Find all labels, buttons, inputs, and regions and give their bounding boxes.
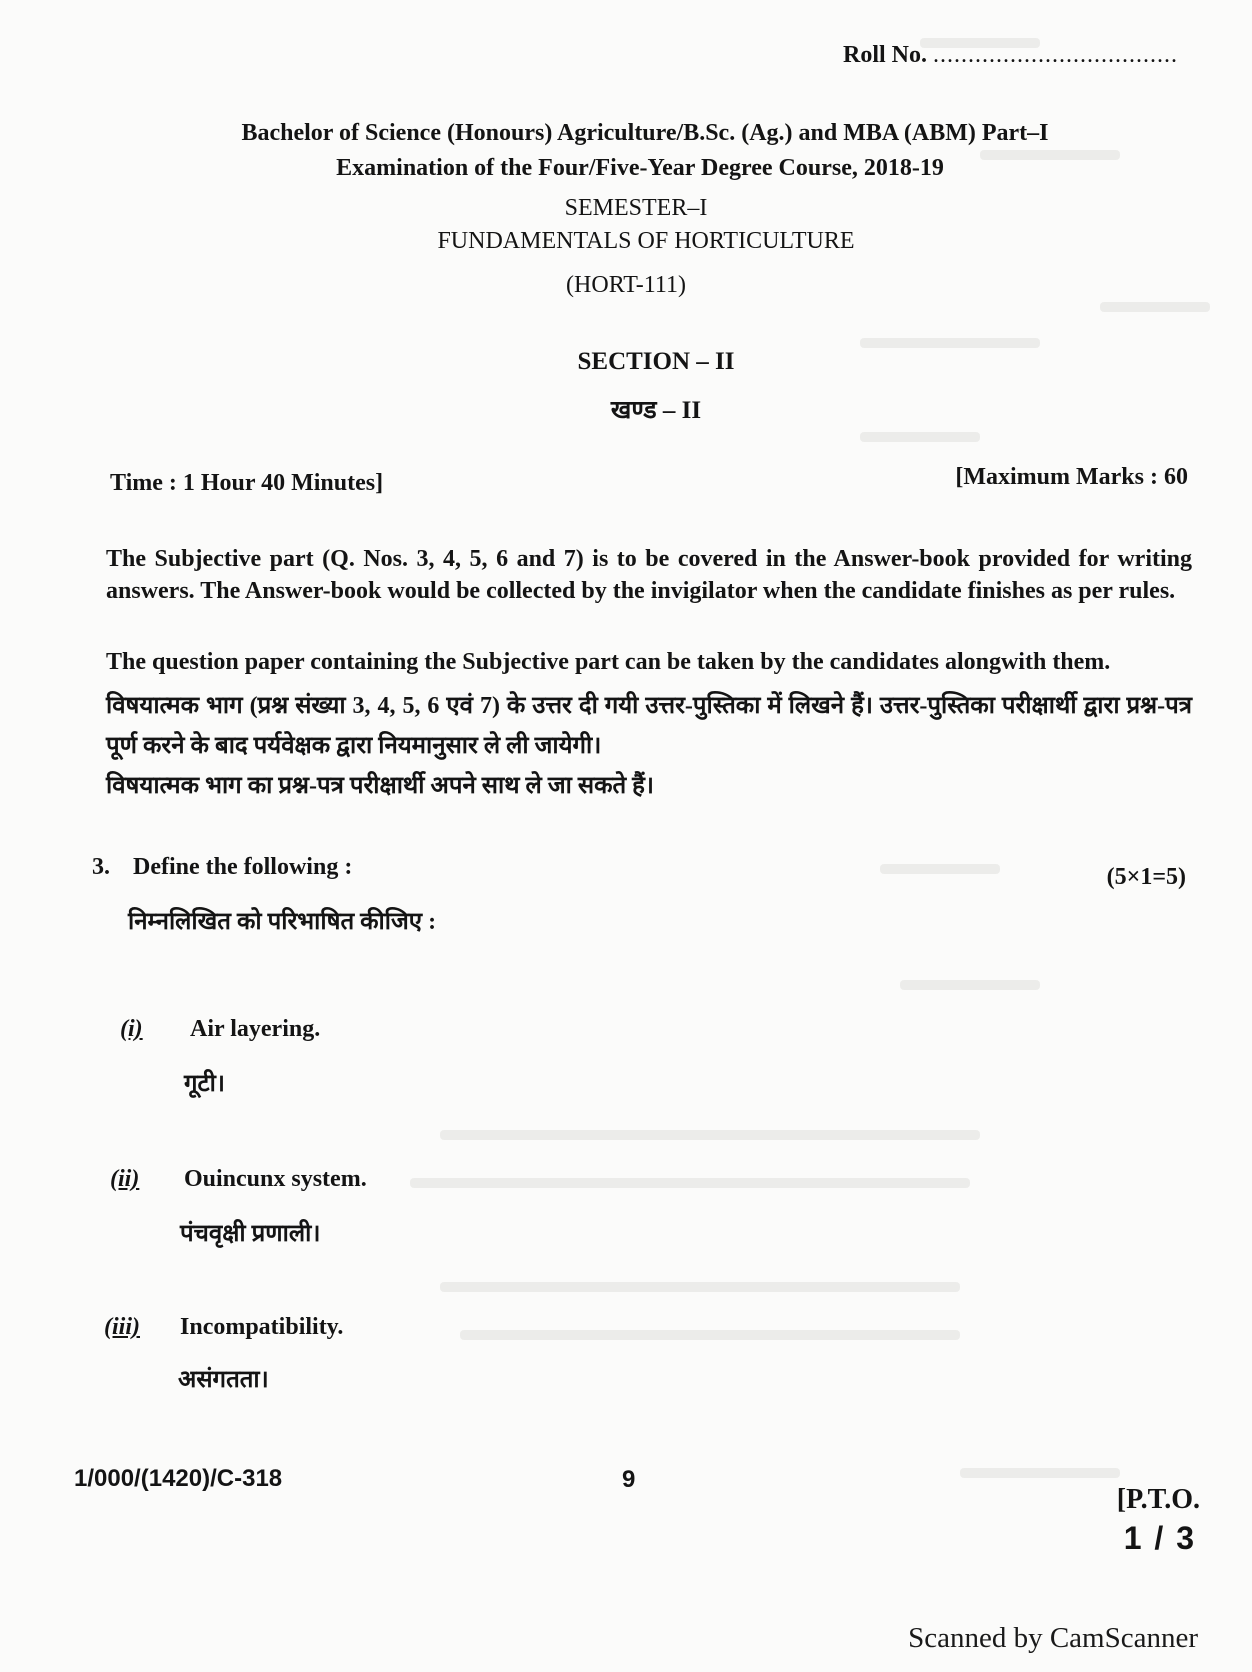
paper-code: 1/000/(1420)/C-318 [74,1465,283,1492]
roll-number-label: Roll No. [843,42,927,68]
item-term: Air layering. [190,1016,321,1042]
bleed-through-mark [860,432,980,442]
item-term: Incompatibility. [180,1314,344,1340]
exam-title: Examination of the Four/Five-Year Degree Course, 2018-19 [336,155,944,181]
question-title-hindi: निम्नलिखित को परिभाषित कीजिए : [128,909,437,935]
bleed-through-mark [1100,302,1210,312]
page-count: 1 / 3 [1123,1520,1196,1556]
item-term-hindi: पंचवृक्षी प्रणाली। [180,1221,321,1247]
item-number: (iii) [104,1314,140,1340]
bleed-through-mark [960,1468,1120,1478]
item-number: (i) [120,1016,143,1042]
bleed-through-mark [460,1330,960,1340]
item-number: (ii) [110,1166,140,1192]
instruction-paragraph: The Subjective part (Q. Nos. 3, 4, 5, 6 and 7) is to be covered in the Answer-book provided for writing answers. The Answer-book would be collected by the invigilator when the candidate finishes as per rules. [106,546,1192,604]
instruction-paragraph-hindi: विषयात्मक भाग (प्रश्न संख्या 3, 4, 5, 6 एवं 7) के उत्तर दी गयी उत्तर-पुस्तिका में लिखने हैं। उत्तर-पुस्तिका परीक्षार्थी द्वारा प्रश्न-पत्र पूर्ण करने के बाद पर्यवेक्षक द्वारा नियमानुसार ले ली जायेगी। [106,693,1192,759]
semester-label: SEMESTER–I [564,195,708,221]
item-term: Ouincunx system. [184,1166,367,1192]
question-marks: (5×1=5) [1106,864,1186,890]
instruction-paragraph-hindi: विषयात्मक भाग का प्रश्न-पत्र परीक्षार्थी अपने साथ ले जा सकते हैं। [106,773,655,799]
section-heading-hindi: खण्ड – II [610,397,702,424]
item-term-hindi: असंगतता। [178,1367,269,1393]
bleed-through-mark [900,980,1040,990]
section-heading: SECTION – II [577,348,735,375]
subject-title: FUNDAMENTALS OF HORTICULTURE [437,228,855,254]
question-number: 3. [92,854,110,880]
instruction-paragraph: The question paper containing the Subjective part can be taken by the candidates alongwith them. [106,649,1111,675]
page-number: 9 [622,1466,636,1493]
item-term-hindi: गूटी। [184,1071,225,1097]
maximum-marks: [Maximum Marks : 60 [955,464,1188,490]
scanner-watermark: Scanned by CamScanner [908,1622,1198,1654]
bleed-through-mark [880,864,1000,874]
time-allowed: Time : 1 Hour 40 Minutes] [110,470,384,496]
question-title: Define the following : [133,854,353,880]
please-turn-over: [P.T.O. [1116,1484,1200,1515]
bleed-through-mark [410,1178,970,1188]
degree-title: Bachelor of Science (Honours) Agriculture/B.Sc. (Ag.) and MBA (ABM) Part–I [241,120,1049,146]
roll-number-field [843,42,1178,69]
subject-code: (HORT-111) [566,272,686,298]
bleed-through-mark [860,338,1040,348]
bleed-through-mark [440,1282,960,1292]
roll-number-blank: ................................... [933,42,1178,68]
bleed-through-mark [440,1130,980,1140]
